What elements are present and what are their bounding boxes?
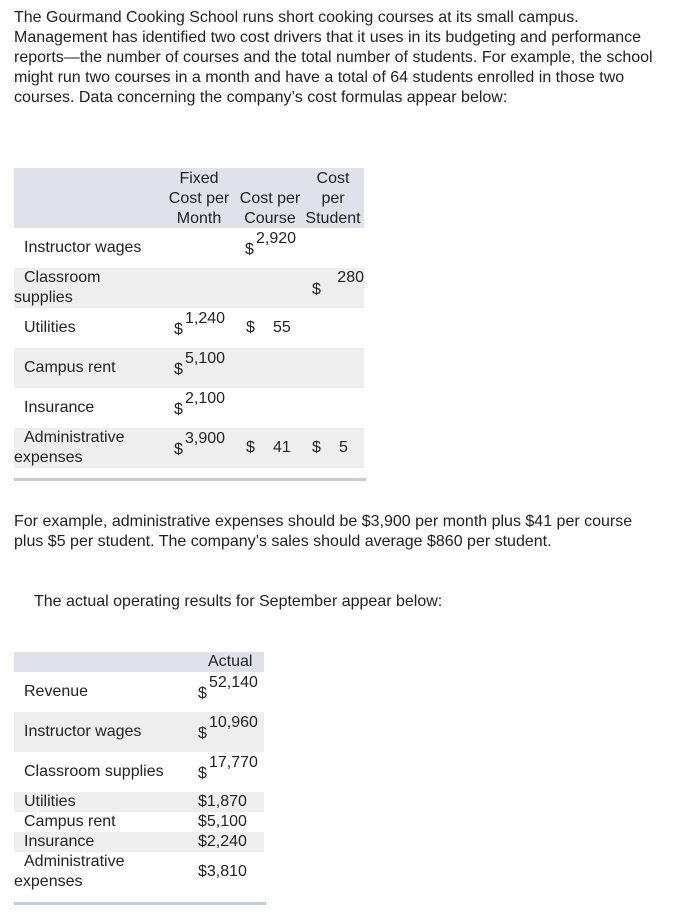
row-label: Insurance: [24, 399, 95, 416]
actual-value: $1,870: [198, 793, 247, 810]
cost-table-bottom-rule: [14, 478, 366, 481]
course-dollar-sign: $: [246, 439, 255, 456]
header-student-line3: Student: [305, 210, 361, 227]
header-course-line3: Course: [244, 210, 296, 227]
row-label: Administrative: [24, 429, 125, 446]
row-label: Instructor wages: [24, 239, 142, 256]
fixed-dollar-sign: $: [174, 361, 183, 378]
actual-row-label: Revenue: [24, 683, 89, 700]
course-dollar-sign: $: [245, 241, 254, 258]
course-dollar-sign: $: [246, 319, 255, 336]
actual-header: Actual: [208, 653, 253, 670]
row-label: Campus rent: [24, 359, 116, 376]
header-student-line1: Cost: [316, 170, 350, 187]
example-paragraph: For example, administrative expenses should be $3,900 per month plus $41 per course plus $5 per student. The company’s sales should average $860 per student.: [14, 513, 633, 550]
student-value: 5: [339, 439, 348, 456]
header-course-line2: Cost per: [239, 190, 301, 207]
header-fixed-line3: Month: [176, 210, 222, 227]
student-dollar-sign: $: [312, 439, 321, 456]
actual-value: 52,140: [209, 674, 258, 691]
actual-row-label: Campus rent: [24, 813, 116, 830]
actual-row-label: Instructor wages: [24, 723, 142, 740]
actual-dollar-sign: $: [198, 765, 207, 782]
fixed-value: 5,100: [185, 350, 226, 367]
intro-paragraph: The Gourmand Cooking School runs short cooking courses at its small campus. Management has identified two cost drivers that it uses in its budgeting and performance reports—the number of courses and the total number of students. For example, the school might run two courses in a month and have a total of 64 students enrolled in those two courses. Data concerning the company’s cost formulas appear below:: [14, 9, 653, 106]
fixed-value: 2,100: [185, 390, 226, 407]
actual-results-intro: The actual operating results for September appear below:: [34, 593, 443, 610]
actual-row-label: Classroom supplies: [24, 763, 164, 780]
header-student-line2: per: [321, 190, 345, 207]
student-value: 280: [337, 269, 364, 286]
actual-value: 17,770: [209, 754, 258, 771]
actual-value: $3,810: [198, 863, 247, 880]
row-label-cont: expenses: [14, 449, 83, 466]
course-value: 2,920: [256, 230, 297, 247]
row-label-cont: supplies: [14, 289, 73, 306]
fixed-value: 1,240: [185, 310, 226, 327]
actual-row-label: Administrative: [24, 853, 125, 870]
fixed-value: 3,900: [185, 430, 226, 447]
actual-dollar-sign: $: [198, 685, 207, 702]
course-value: 55: [273, 319, 291, 336]
actual-value: $5,100: [198, 813, 247, 830]
row-label: Classroom: [24, 269, 101, 286]
fixed-dollar-sign: $: [174, 441, 183, 458]
fixed-dollar-sign: $: [174, 321, 183, 338]
student-dollar-sign: $: [312, 281, 321, 298]
row-label: Utilities: [24, 319, 76, 336]
actual-row-label: Insurance: [24, 833, 95, 850]
actual-value: $2,240: [198, 833, 247, 850]
fixed-dollar-sign: $: [174, 401, 183, 418]
course-value: 41: [273, 439, 291, 456]
actual-row-label: Utilities: [24, 793, 76, 810]
actual-value: 10,960: [209, 714, 258, 731]
actual-dollar-sign: $: [198, 725, 207, 742]
actual-table-bottom-rule: [14, 902, 266, 905]
header-fixed-line1: Fixed: [179, 170, 219, 187]
actual-row-label-cont: expenses: [14, 873, 83, 890]
header-fixed-line2: Cost per: [168, 190, 230, 207]
